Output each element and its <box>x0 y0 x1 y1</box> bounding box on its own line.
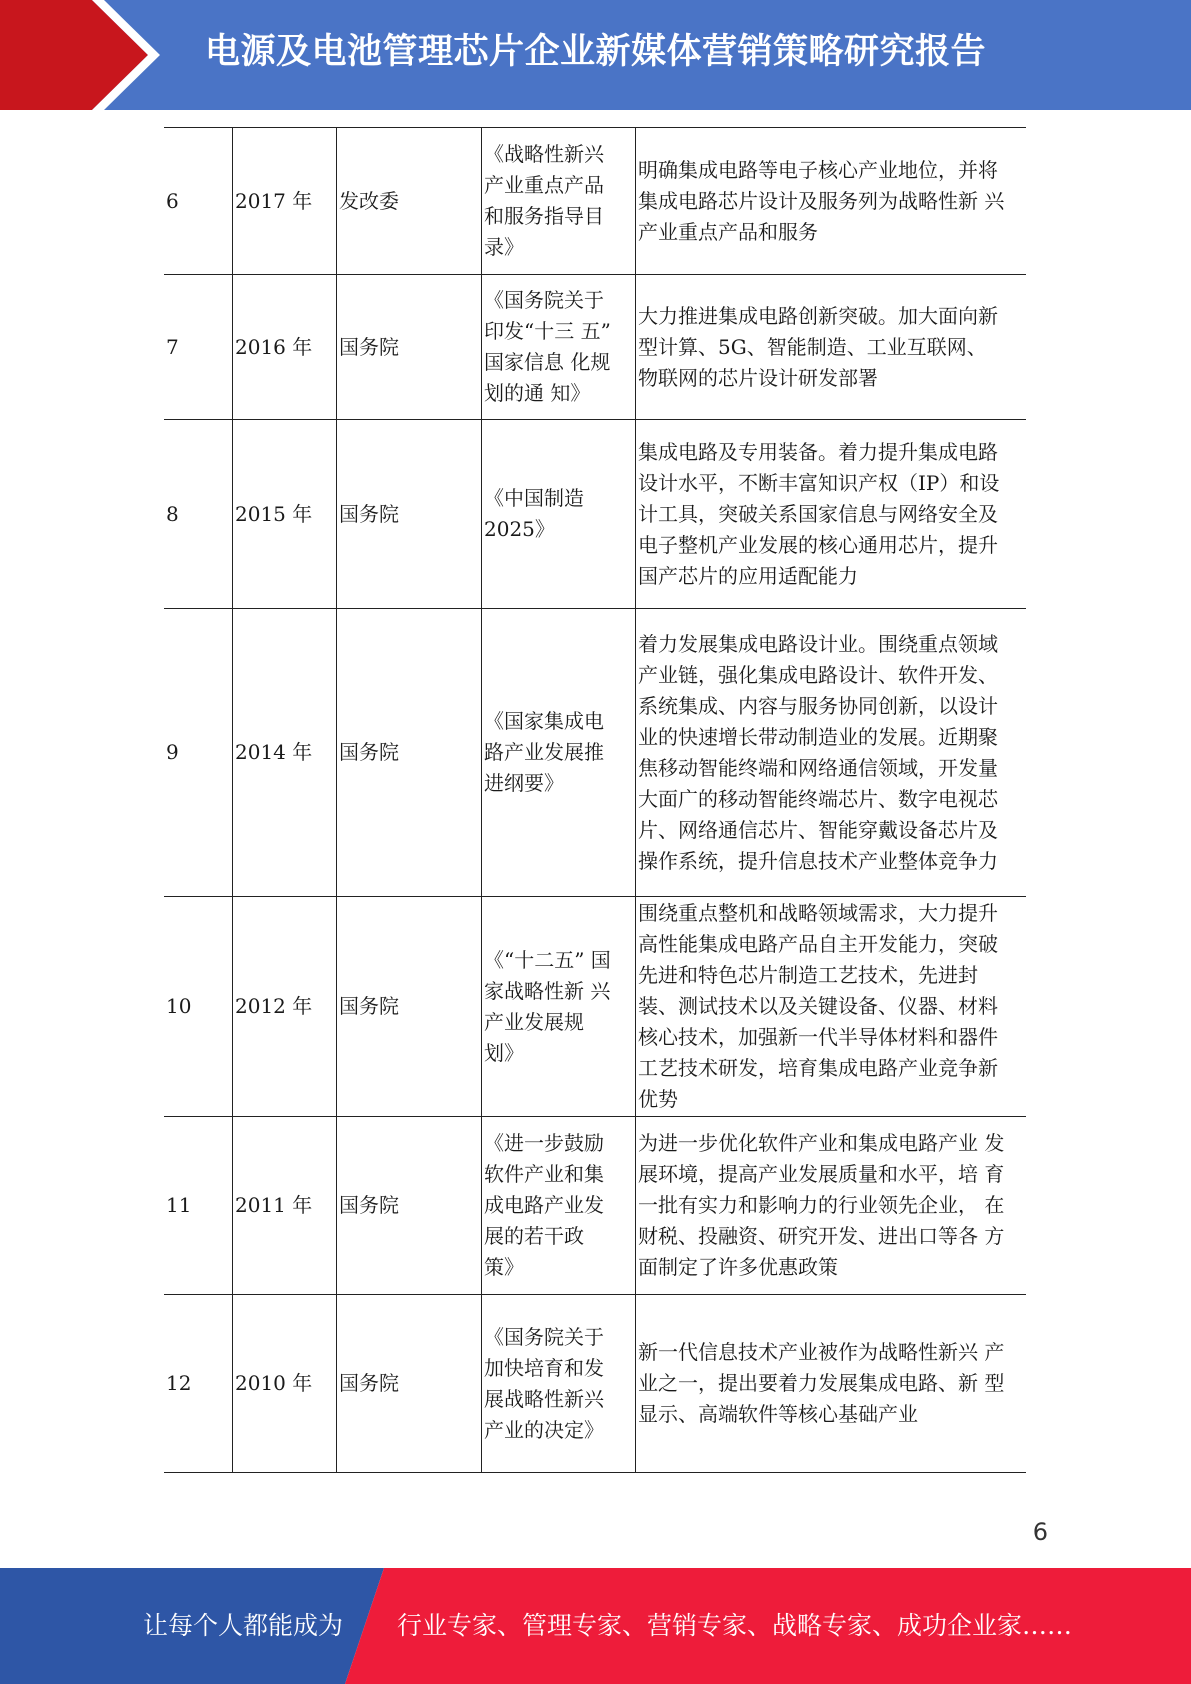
row-number-cell-text: 6 <box>166 188 179 213</box>
year-cell-text: 2012 年 <box>235 994 313 1018</box>
document-title-cell-text: 《国务院关于 印发“十三 五” 国家信息 化规 划的通 知》 <box>484 288 611 405</box>
year-cell-text: 2014 年 <box>235 740 313 764</box>
footer-slogan-left: 让每个人都能成为 <box>143 1611 344 1640</box>
row-number-cell-text: 11 <box>166 1193 192 1217</box>
issuing-body-cell-text: 发改委 <box>339 188 399 213</box>
table-row <box>164 420 1026 609</box>
report-header <box>0 0 1191 110</box>
document-title-cell <box>482 897 636 1117</box>
document-title-cell-text: 《“十二五” 国 家战略性新 兴 产业发展规 划》 <box>484 947 611 1065</box>
year-cell <box>233 1117 337 1295</box>
table-row <box>164 128 1026 275</box>
year-cell <box>233 609 337 897</box>
description-cell-text: 围绕重点整机和战略领域需求，大力提升 高性能集成电路产品自主开发能力，突破 先进和特色芯片制造工艺技术，先进封 装、测试技术以及关键设备、仪器、材料 核心技术，加强新一代半导体材料和器件 工艺技术研发，培育集成电路产业竞争新 优势 <box>638 901 998 1111</box>
row-number-cell <box>164 128 233 275</box>
description-cell <box>636 128 1027 275</box>
issuing-body-cell-text: 国务院 <box>339 994 399 1018</box>
row-number-cell <box>164 275 233 420</box>
document-title-cell <box>482 609 636 897</box>
issuing-body-cell-text: 国务院 <box>339 1193 399 1217</box>
document-title-cell-text: 《中国制造 2025》 <box>484 486 584 541</box>
year-cell-text: 2011 年 <box>235 1193 313 1217</box>
document-title-cell <box>482 128 636 275</box>
description-cell-text: 为进一步优化软件产业和集成电路产业 发 展环境，提高产业发展质量和水平，培 育 一批有实力和影响力的行业领先企业， 在 财税、投融资、研究开发、进出口等各 方 面制定了许多优惠政策 <box>638 1131 1005 1279</box>
year-cell <box>233 420 337 609</box>
document-title-cell <box>482 275 636 420</box>
description-cell-text: 大力推进集成电路创新突破。加大面向新 型计算、5G、智能制造、工业互联网、 物联网的芯片设计研发部署 <box>638 303 998 390</box>
description-cell-text: 集成电路及专用装备。着力提升集成电路 设计水平，不断丰富知识产权（IP）和设 计工具，突破关系国家信息与网络安全及 电子整机产业发展的核心通用芯片，提升 国产芯片的应用适配能力 <box>638 439 1000 588</box>
document-title-cell <box>482 420 636 609</box>
table-row <box>164 1117 1026 1295</box>
issuing-body-cell-text: 国务院 <box>339 501 399 526</box>
table-row <box>164 897 1026 1117</box>
year-cell-text: 2010 年 <box>235 1371 313 1395</box>
issuing-body-cell <box>337 128 482 275</box>
description-cell <box>636 1295 1027 1473</box>
description-cell <box>636 897 1027 1117</box>
page-number: 6 <box>1032 1518 1048 1546</box>
description-cell <box>636 1117 1027 1295</box>
description-cell-text: 新一代信息技术产业被作为战略性新兴 产 业之一，提出要着力发展集成电路、新 型 显示、高端软件等核心基础产业 <box>638 1340 1005 1426</box>
description-cell-text: 明确集成电路等电子核心产业地位，并将 集成电路芯片设计及服务列为战略性新 兴 产业重点产品和服务 <box>638 157 1005 244</box>
row-number-cell <box>164 1117 233 1295</box>
year-cell-text: 2016 年 <box>235 334 313 359</box>
row-number-cell <box>164 1295 233 1473</box>
year-cell <box>233 1295 337 1473</box>
policy-table <box>164 127 1026 1473</box>
document-title-cell <box>482 1117 636 1295</box>
row-number-cell-text: 7 <box>166 334 179 359</box>
year-cell-text: 2017 年 <box>235 188 313 213</box>
table-row <box>164 1295 1026 1473</box>
table-row <box>164 275 1026 420</box>
issuing-body-cell <box>337 897 482 1117</box>
year-cell <box>233 897 337 1117</box>
issuing-body-cell <box>337 1117 482 1295</box>
description-cell <box>636 275 1027 420</box>
issuing-body-cell <box>337 275 482 420</box>
issuing-body-cell-text: 国务院 <box>339 334 399 359</box>
issuing-body-cell <box>337 1295 482 1473</box>
row-number-cell-text: 12 <box>166 1371 192 1395</box>
footer-slogan-right: 行业专家、管理专家、营销专家、战略专家、成功企业家…… <box>397 1611 1073 1640</box>
year-cell <box>233 275 337 420</box>
document-title-cell-text: 《战略性新兴 产业重点产品 和服务指导目 录》 <box>484 142 604 259</box>
document-title-cell <box>482 1295 636 1473</box>
issuing-body-cell <box>337 420 482 609</box>
row-number-cell <box>164 420 233 609</box>
table-row <box>164 609 1026 897</box>
description-cell <box>636 420 1027 609</box>
year-cell <box>233 128 337 275</box>
row-number-cell <box>164 609 233 897</box>
row-number-cell-text: 10 <box>166 994 192 1018</box>
issuing-body-cell-text: 国务院 <box>339 740 399 764</box>
document-title-cell-text: 《国家集成电 路产业发展推 进纲要》 <box>484 709 604 795</box>
description-cell-text: 着力发展集成电路设计业。围绕重点领域 产业链，强化集成电路设计、软件开发、 系统集成、内容与服务协同创新，以设计 业的快速增长带动制造业的发展。近期聚 焦移动智能终端和网络通信领域，开发量 大面广的移动智能终端芯片、数字电视芯 片、网络通信芯片、智能穿戴设备芯片及 操作系统，提升信息技术产业整体竞争力 <box>638 631 998 873</box>
document-title-cell-text: 《国务院关于 加快培育和发 展战略性新兴 产业的决定》 <box>484 1324 604 1442</box>
description-cell <box>636 609 1027 897</box>
report-title: 电源及电池管理芯片企业新媒体营销策略研究报告 <box>205 32 987 72</box>
report-footer <box>0 1568 1191 1684</box>
issuing-body-cell-text: 国务院 <box>339 1371 399 1395</box>
row-number-cell-text: 8 <box>166 501 179 526</box>
issuing-body-cell <box>337 609 482 897</box>
row-number-cell <box>164 897 233 1117</box>
document-title-cell-text: 《进一步鼓励 软件产业和集 成电路产业发 展的若干政 策》 <box>484 1131 604 1279</box>
year-cell-text: 2015 年 <box>235 501 313 526</box>
row-number-cell-text: 9 <box>166 740 179 764</box>
